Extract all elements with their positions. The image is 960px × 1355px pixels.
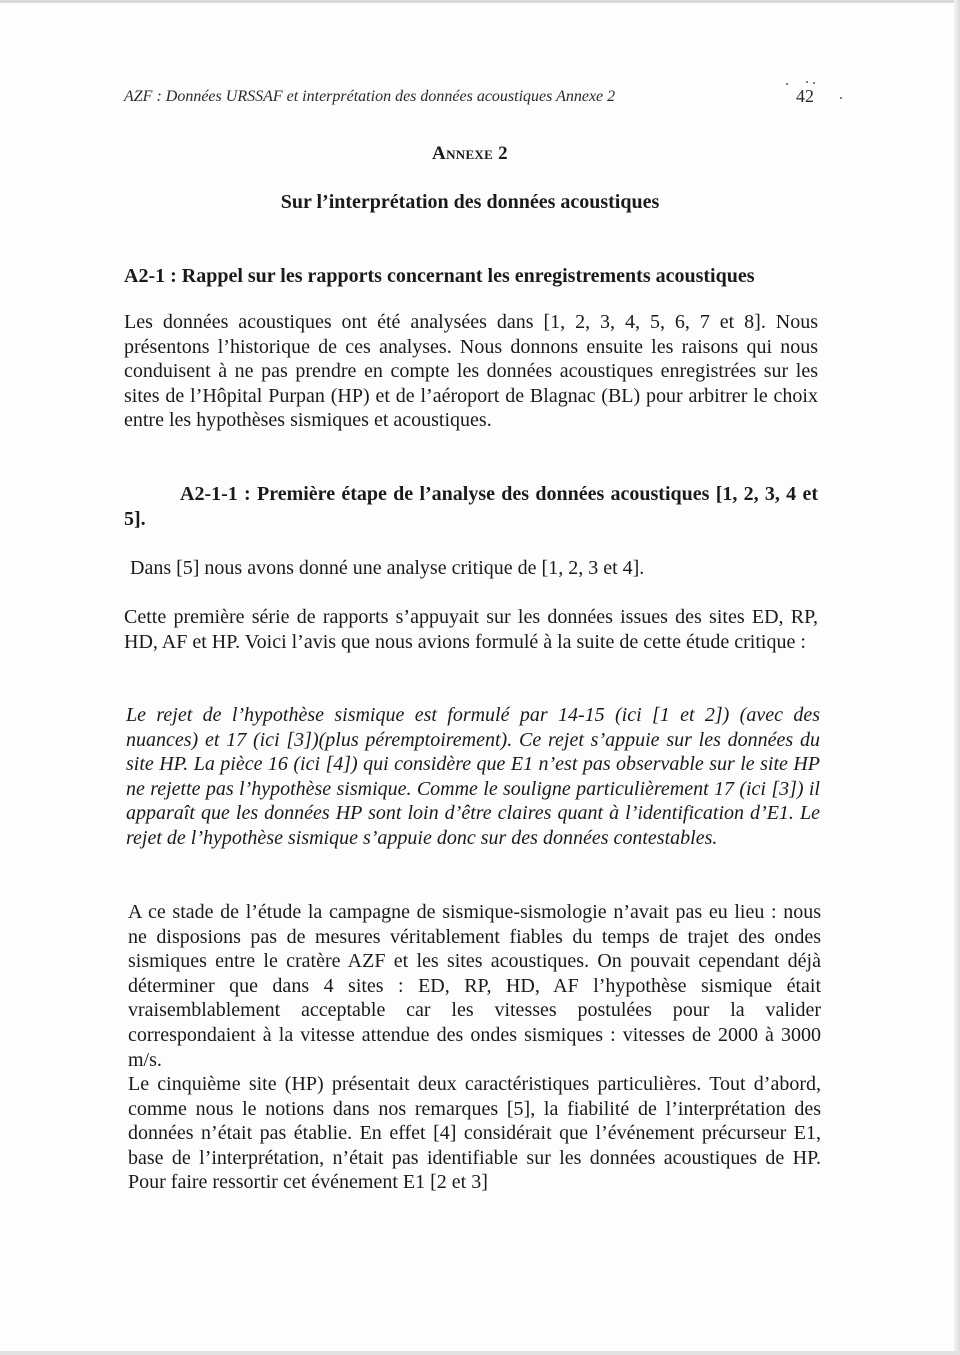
- paragraph: Le cinquième site (HP) présentait deux caractéristiques particulières. Tout d’abord, comme nous le notions dans nos remarques [5], la fiabilité de l’interprétation des données n’était pas établie. En effet [4] considérait que l’événement précurseur E1, base de l’interprétation, n’était pas identifiable sur les données acoustiques de HP. Pour faire ressortir cet événement E1 [2 et 3]: [128, 1073, 821, 1194]
- scan-edge-right: [954, 0, 960, 1355]
- scan-edge-bottom: [0, 1351, 960, 1355]
- subsection-heading: A2-1-1 : Première étape de l’analyse des données acoustiques [1, 2, 3, 4 et 5].: [124, 483, 818, 530]
- page-number: 42: [796, 86, 814, 106]
- paragraph: Cette première série de rapports s’appuyait sur les données issues des sites ED, RP, HD, AF et HP. Voici l’avis que nous avions formulé à la suite de cette étude critique :: [124, 606, 818, 653]
- annex-title: Annexe 2: [432, 143, 508, 164]
- section-heading: A2-1 : Rappel sur les rapports concernant les enregistrements acoustiques: [124, 265, 755, 287]
- section-intro-paragraph: Les données acoustiques ont été analysées dans [1, 2, 3, 4, 5, 6, 7 et 8]. Nous présentons l’historique de ces analyses. Nous donnons ensuite les raisons qui nous conduisent à ne pas prendre en compte les données acoustiques enregistrées sur les sites de l’Hôpital Purpan (HP) et de l’aéroport de Blagnac (BL) pour arbitrer le choix entre les hypothèses sismiques et acoustiques.: [124, 311, 818, 432]
- paragraph: Dans [5] nous avons donné une analyse critique de [1, 2, 3 et 4].: [130, 557, 645, 579]
- scan-speck: [786, 83, 788, 85]
- running-header: AZF : Données URSSAF et interprétation des données acoustiques Annexe 2: [124, 88, 616, 105]
- scan-edge-top: [0, 0, 960, 3]
- scan-speck: [840, 97, 842, 99]
- scan-speck: [806, 81, 808, 83]
- annex-subtitle: Sur l’interprétation des données acoustiques: [280, 191, 660, 213]
- paragraph: A ce stade de l’étude la campagne de sismique-sismologie n’avait pas eu lieu : nous ne disposions pas de mesures véritablement fiables du temps de trajet des ondes sismiques entre le cratère AZF et les sites acoustiques. On pouvait cependant déjà déterminer que dans 4 sites : ED, RP, HD, AF l’hypothèse sismique était vraisemblablement acceptable car les vitesses postulées pour la valider correspondaient à la vitesse attendue des ondes sismiques : vitesses de 2000 à 3000 m/s.: [128, 901, 821, 1071]
- scan-speck: [813, 82, 815, 84]
- quoted-opinion: Le rejet de l’hypothèse sismique est formulé par 14-15 (ici [1 et 2]) (avec des nuances) et 17 (ici [3])(plus péremptoirement). Ce rejet s’appuie sur les données du site HP. La pièce 16 (ici [4]) qui considère que E1 n’est pas observable sur le site HP ne rejette pas l’hypothèse sismique. Comme le souligne particulièrement 17 (ici [3]) il apparaît que les données HP sont loin d’être claires quant à l’identification d’E1. Le rejet de l’hypothèse sismique s’appuie donc sur des données contestables.: [126, 704, 820, 849]
